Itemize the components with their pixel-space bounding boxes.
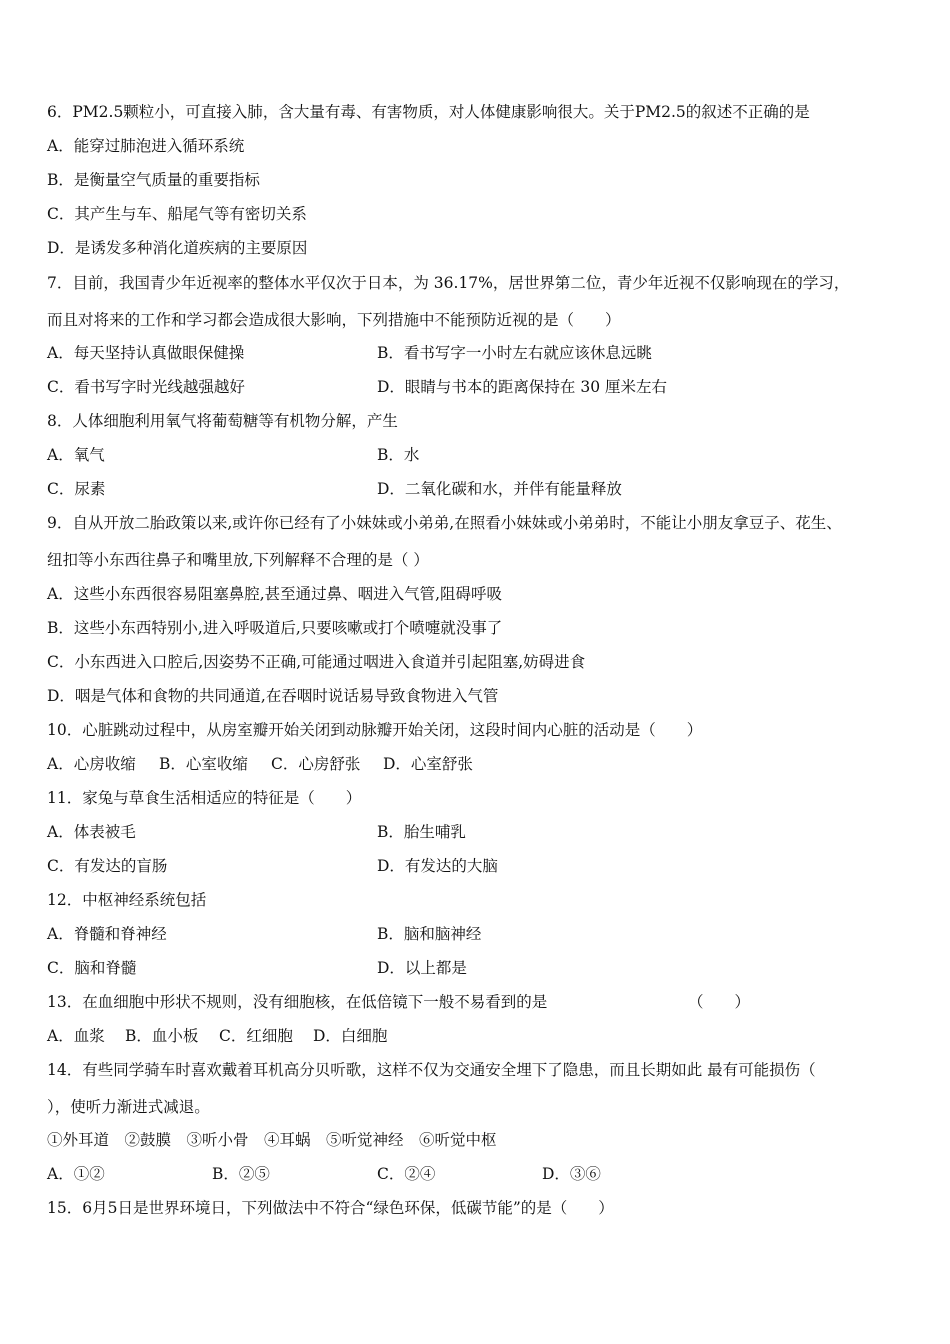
q15-stem: 15．6月5日是世界环境日，下列做法中不符合“绿色环保，低碳节能”的是（ ）	[47, 1199, 614, 1217]
q11-option-d: D．有发达的大脑	[377, 857, 498, 875]
q6-option-a: A．能穿过肺泡进入循环系统	[47, 137, 245, 155]
q8-option-c: C．尿素	[47, 480, 106, 498]
q7-stem-line2: 而且对将来的工作和学习都会造成很大影响，下列措施中不能预防近视的是（ ）	[47, 311, 621, 329]
q8-option-b: B．水	[377, 446, 420, 464]
q11-option-a: A．体表被毛	[47, 823, 136, 841]
q9-option-a: A．这些小东西很容易阻塞鼻腔,甚至通过鼻、咽进入气管,阻碍呼吸	[47, 585, 503, 603]
q9-stem-line2: 纽扣等小东西往鼻子和嘴里放,下列解释不合理的是（ ）	[47, 551, 429, 569]
q14-option-b: B．②⑤	[212, 1165, 270, 1183]
q6-stem: 6．PM2.5颗粒小，可直接入肺，含大量有毒、有害物质，对人体健康影响很大。关于PM2.5的叙述不正确的是	[47, 103, 810, 121]
q11-option-c: C．有发达的盲肠	[47, 857, 168, 875]
q10-option-a: A．心房收缩	[47, 755, 136, 773]
q7-option-a: A．每天坚持认真做眼保健操	[47, 344, 245, 362]
q6-option-d: D．是诱发多种消化道疾病的主要原因	[47, 239, 308, 257]
q14-option-d: D．③⑥	[542, 1165, 601, 1183]
q13-stem: 13．在血细胞中形状不规则，没有细胞核，在低倍镜下一般不易看到的是	[47, 993, 548, 1011]
q8-stem: 8．人体细胞利用氧气将葡萄糖等有机物分解，产生	[47, 412, 398, 430]
q14-stem-line1: 14．有些同学骑车时喜欢戴着耳机高分贝听歌，这样不仅为交通安全埋下了隐患，而且长期如此 最有可能损伤（	[47, 1061, 816, 1079]
q7-stem-line1: 7．目前，我国青少年近视率的整体水平仅次于日本，为 36.17%，居世界第二位，青少年近视不仅影响现在的学习，	[47, 274, 850, 292]
q11-stem: 11．家兔与草食生活相适应的特征是（ ）	[47, 789, 362, 807]
q14-option-a: A．①②	[47, 1165, 105, 1183]
q14-stem-line2: ），使听力渐进式减退。	[47, 1098, 210, 1116]
q13-option-a: A．血浆	[47, 1027, 105, 1045]
q8-option-a: A．氧气	[47, 446, 105, 464]
q7-option-b: B．看书写字一小时左右就应该休息远眺	[377, 344, 652, 362]
q12-option-b: B．脑和脑神经	[377, 925, 482, 943]
q7-option-d: D．眼睛与书本的距离保持在 30 厘米左右	[377, 378, 668, 396]
q14-items: ①外耳道 ②鼓膜 ③听小骨 ④耳蜗 ⑤听觉神经 ⑥听觉中枢	[47, 1131, 497, 1149]
q6-option-c: C．其产生与车、船尾气等有密切关系	[47, 205, 307, 223]
q13-answer-bracket: （ ）	[688, 993, 751, 1011]
q12-option-a: A．脊髓和脊神经	[47, 925, 167, 943]
q7-option-c: C．看书写字时光线越强越好	[47, 378, 245, 396]
q10-stem: 10．心脏跳动过程中，从房室瓣开始关闭到动脉瓣开始关闭，这段时间内心脏的活动是（ ）	[47, 721, 703, 739]
q9-option-d: D．咽是气体和食物的共同通道,在吞咽时说话易导致食物进入气管	[47, 687, 499, 705]
q13-option-d: D．白细胞	[313, 1027, 388, 1045]
q14-option-c: C．②④	[377, 1165, 436, 1183]
q9-option-b: B．这些小东西特别小,进入呼吸道后,只要咳嗽或打个喷嚏就没事了	[47, 619, 503, 637]
q13-option-b: B．血小板	[125, 1027, 199, 1045]
q12-option-c: C．脑和脊髓	[47, 959, 137, 977]
q13-option-c: C．红细胞	[219, 1027, 293, 1045]
q12-option-d: D．以上都是	[377, 959, 467, 977]
q10-option-b: B．心室收缩	[159, 755, 248, 773]
q12-stem: 12．中枢神经系统包括	[47, 891, 207, 909]
q10-option-d: D．心室舒张	[383, 755, 473, 773]
q11-option-b: B．胎生哺乳	[377, 823, 466, 841]
q9-stem-line1: 9．自从开放二胎政策以来,或许你已经有了小妹妹或小弟弟,在照看小妹妹或小弟弟时，不能让小朋友拿豆子、花生、	[47, 514, 842, 532]
q6-option-b: B．是衡量空气质量的重要指标	[47, 171, 260, 189]
q10-option-c: C．心房舒张	[271, 755, 361, 773]
q9-option-c: C．小东西进入口腔后,因姿势不正确,可能通过咽进入食道并引起阻塞,妨碍进食	[47, 653, 586, 671]
q8-option-d: D．二氧化碳和水，并伴有能量释放	[377, 480, 622, 498]
